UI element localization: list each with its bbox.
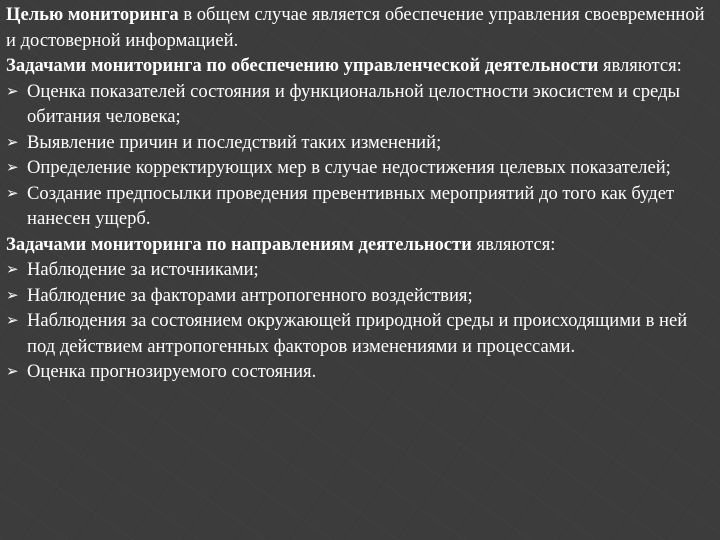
list-item — [6, 130, 716, 156]
list-item-text: Создание предпосылки проведения превентивных мероприятий до того как будет нанесен ущерб. — [27, 182, 675, 229]
arrow-bullet-icon: ➢ — [6, 285, 19, 304]
section2-heading-rest: являются: — [471, 233, 556, 255]
list-item-text: Выявление причин и последствий таких изменений; — [27, 131, 442, 153]
list-item-text: Наблюдение за факторами антропогенного воздействия; — [27, 284, 473, 306]
list-item-text: Определение корректирующих мер в случае недостижения целевых показателей; — [27, 157, 671, 178]
section1-heading-bold: Задачами мониторинга по обеспечению управленческой деятельности — [6, 55, 599, 76]
arrow-bullet-icon: ➢ — [6, 362, 19, 380]
list-item — [6, 181, 716, 232]
list-item — [6, 283, 716, 309]
intro-text: в общем случае является обеспечение управления своевременной и достоверной информацией. — [6, 4, 705, 51]
list-item-text: Оценка показателей состояния и функциональной целостности экосистем и среды обитания человека; — [27, 80, 680, 127]
list-item — [6, 79, 716, 130]
arrow-bullet-icon: ➢ — [6, 158, 19, 176]
list-item — [6, 155, 716, 181]
section2-heading-bold: Задачами мониторинга по направлениям деятельности — [6, 233, 472, 255]
list-item-text: Наблюдения за состоянием окружающей природной среды и происходящими в ней под действием антропогенных факторов изменениями и процессами. — [27, 310, 688, 357]
arrow-bullet-icon: ➢ — [6, 81, 19, 100]
intro-bold: Целью мониторинга — [6, 4, 179, 25]
section1-list — [6, 79, 716, 232]
slide-content — [6, 2, 716, 385]
list-item-text: Оценка прогнозируемого состояния. — [27, 361, 317, 382]
intro-paragraph — [6, 2, 716, 53]
section1-heading — [6, 53, 716, 79]
section1-heading-rest: являются: — [598, 55, 682, 76]
arrow-bullet-icon: ➢ — [6, 183, 19, 202]
section2-list — [6, 257, 716, 385]
arrow-bullet-icon: ➢ — [6, 311, 19, 329]
arrow-bullet-icon: ➢ — [6, 260, 19, 278]
arrow-bullet-icon: ➢ — [6, 132, 19, 151]
list-item — [6, 359, 716, 385]
list-item — [6, 257, 716, 283]
list-item-text: Наблюдение за источниками; — [27, 259, 259, 280]
section2-heading — [6, 232, 716, 258]
list-item — [6, 308, 716, 359]
